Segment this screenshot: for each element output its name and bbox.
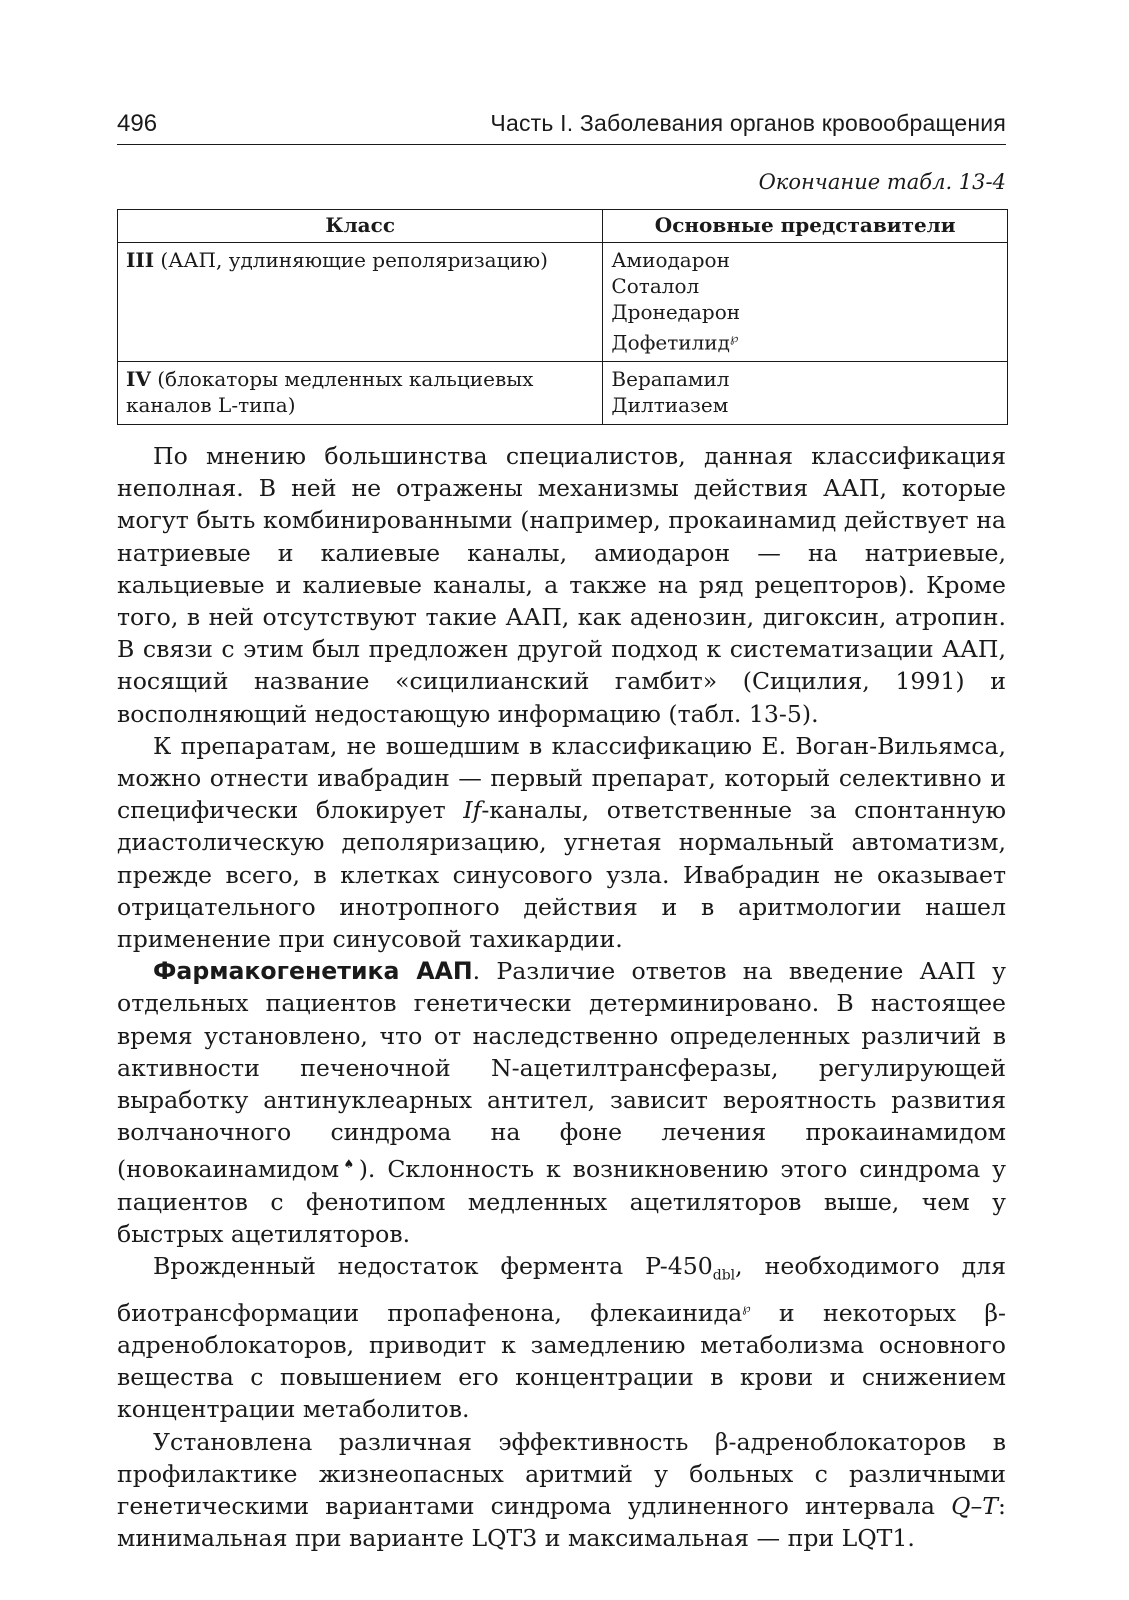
table-row [118, 362, 1008, 425]
subscript: dbl [712, 1267, 736, 1284]
text-run: Установлена различная эффективность β-адреноблокаторов в профилактике жизнеопасных аритмий у больных с различными генетическими вариантами синдрома удлиненного интервала [117, 1427, 1006, 1520]
class-cell [118, 362, 603, 425]
running-title: Часть I. Заболевания органов кровообращения [490, 110, 1006, 136]
text-run: , необходимого для биотрансформации пропафенона, флекаинида [117, 1251, 1006, 1327]
paragraph: По мнению большинства специалистов, данная классификация неполная. В ней не отражены механизмы действия ААП, которые могут быть комбинированными (например, прокаинамид действует на натриевые и калиевые каналы, амиодарон — на натриевые, кальциевые и калиевые каналы, а также на ряд рецепторов). Кроме того, в ней отсутствуют такие ААП, как аденозин, дигоксин, атропин. В связи с этим был предложен другой подход к систематизации ААП, носящий название «сицилианский гамбит» (Сицилия, 1991) и восполняющий недостающую информацию (табл. 13-5). [117, 442, 1006, 728]
classification-table [117, 209, 1008, 425]
page-header [117, 104, 1006, 145]
unregistered-mark: ℘ [742, 1300, 751, 1315]
drug-name: Верапамил [611, 367, 730, 391]
paragraph [117, 730, 1006, 955]
text-run: К препаратам, не вошедшим в классификацию Е. Воган-Вильямса, можно отнести ивабрадин — первый препарат, который селективно и специфически блокирует [117, 731, 1006, 825]
drug-name: Дронедарон [611, 300, 741, 324]
column-header-class: Класс [118, 210, 603, 243]
drug-name: Дофетилид [611, 330, 730, 355]
unregistered-mark: ℘ [729, 331, 739, 345]
table-caption: Окончание табл. 13-4 [758, 170, 1006, 194]
table-row [118, 243, 1008, 362]
text-run: -каналы, ответственные за спонтанную диастолическую деполяризацию, угнетая нормальный автоматизм, прежде всего, в клетках синусового узла. Ивабрадин не оказывает отрицательного инотропного действия и в аритмологии нашел применение при синусовой тахикардии. [117, 796, 1006, 954]
section-heading: Фармакогенетика ААП [153, 957, 473, 986]
class-description: (ААП, удлиняющие реполяризацию) [154, 248, 548, 272]
italic-term: If [463, 796, 482, 825]
text-run: . Различие ответов на введение ААП у отдельных пациентов генетически детерминировано. В настоящее время установлено, что от наследственно определенных различий в активности печеночной N-ацетилтрансферазы, регулирующей выработку антинуклеарных антител, зависит вероятность развития волчаночного синдрома на фоне лечения прокаинамидом (новокаинамидом [117, 957, 1006, 1184]
text-run: и некоторых β-адреноблокаторов, приводит к замедлению метаболизма основного вещества с повышением его концентрации в крови и снижением концентрации метаболитов. [117, 1298, 1006, 1424]
page-number: 496 [117, 110, 158, 137]
column-header-representatives: Основные представители [603, 210, 1008, 243]
drug-name: Дилтиазем [611, 393, 729, 417]
class-numeral: IV [126, 367, 151, 391]
table-header-row [118, 210, 1008, 243]
drugs-cell [603, 362, 1008, 425]
paragraph [117, 1250, 1006, 1426]
class-numeral: III [126, 248, 155, 272]
drug-name: Соталол [611, 274, 700, 298]
text-run: : минимальная при варианте LQT3 и максимальная — при LQT1. [117, 1491, 1006, 1553]
class-cell [118, 243, 603, 362]
paragraph [117, 955, 1006, 1250]
drug-name-with-mark [611, 325, 999, 356]
body-text [117, 440, 1006, 1554]
paragraph [117, 1426, 1006, 1555]
text-run: Врожденный недостаток фермента P-450 [153, 1251, 713, 1280]
drugs-cell [603, 243, 1008, 362]
italic-term: Q–T [951, 1491, 999, 1520]
class-description: (блокаторы медленных кальциевых каналов L-типа) [126, 367, 534, 417]
text-run: ). Склонность к возникновению этого синдрома у пациентов с фенотипом медленных ацетиляторов выше, чем у быстрых ацетиляторов. [117, 1155, 1006, 1248]
drug-name: Амиодарон [611, 248, 730, 272]
trademark-mark: ♠ [339, 1157, 359, 1172]
